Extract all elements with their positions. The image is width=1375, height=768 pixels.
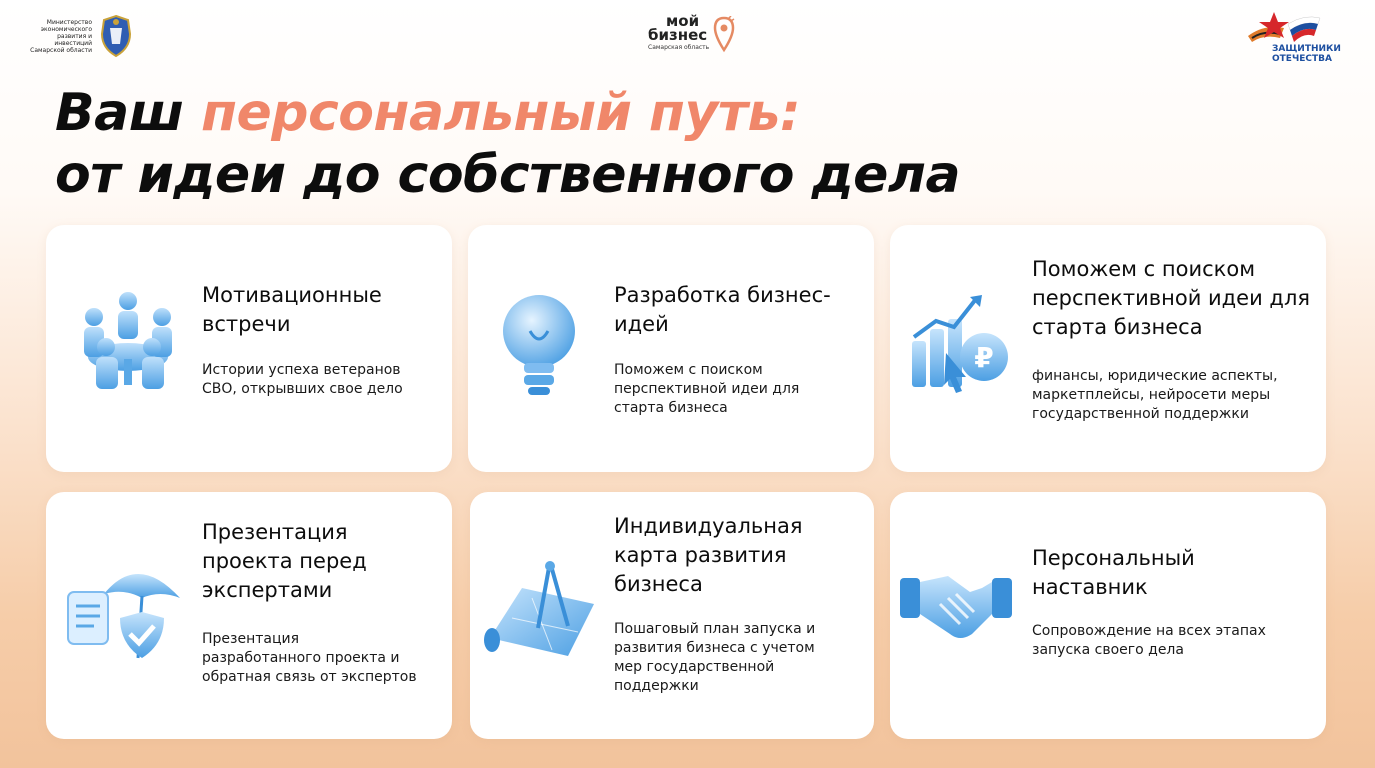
title-line-2: от идеи до собственного дела <box>55 145 961 205</box>
title-accent: персональный путь: <box>201 83 801 143</box>
blueprint-compass-icon <box>482 558 602 668</box>
lightbulb-icon <box>494 291 584 401</box>
card-description: Поможем с поиском перспективной идеи для старта бизнеса <box>614 362 800 416</box>
card-title: Мотивационные встречи <box>202 283 382 336</box>
growth-chart-icon <box>906 291 1016 401</box>
card-description: финансы, юридические аспекты, маркетплейсы, нейросети меры государственной поддержки <box>1032 368 1278 422</box>
moy-biznes-logo <box>648 14 735 56</box>
brand-line-1: мой <box>666 12 700 30</box>
card-expert-presentation <box>46 492 452 739</box>
svg-text:₽: ₽ <box>974 341 994 374</box>
card-title: Разработка бизнес-идей <box>614 283 831 336</box>
card-description: Пошаговый план запуска и развития бизнеса с учетом мер государственной поддержки <box>614 621 816 694</box>
location-pin-icon <box>713 16 735 56</box>
card-title: Презентация проекта перед экспертами <box>202 520 367 602</box>
defenders-line-2: ОТЕЧЕСТВА <box>1272 54 1332 64</box>
defenders-line-1: ЗАЩИТНИКИ <box>1272 44 1341 54</box>
handshake-icon <box>900 564 1012 654</box>
title-part-1: Ваш <box>55 83 202 143</box>
card-motivational-meetings <box>46 225 452 472</box>
ministry-logo <box>30 14 134 58</box>
coat-of-arms-icon <box>98 14 134 58</box>
card-idea-search <box>890 225 1326 472</box>
brand-region: Самарская область <box>648 44 710 51</box>
star-ribbon-icon <box>1244 10 1324 44</box>
card-development-map <box>470 492 874 739</box>
brand-line-2: бизнес <box>648 26 708 44</box>
card-description: Презентация разработанного проекта и обратная связь от экспертов <box>202 631 417 685</box>
umbrella-shield-icon <box>64 558 184 668</box>
card-personal-mentor <box>890 492 1326 739</box>
meeting-table-icon <box>68 287 188 397</box>
card-business-ideas <box>468 225 874 472</box>
card-title: Персональный наставник <box>1032 546 1195 599</box>
card-title: Поможем с поиском перспективной идеи для старта бизнеса <box>1032 257 1311 339</box>
card-description: Истории успеха ветеранов СВО, открывших свое дело <box>202 362 403 397</box>
defenders-logo <box>1244 10 1341 64</box>
card-title: Индивидуальная карта развития бизнеса <box>614 514 803 596</box>
page-title <box>55 82 960 206</box>
ministry-name: Министерство экономического развития и инвестиций Самарской области <box>30 18 92 54</box>
card-description: Сопровождение на всех этапах запуска своего дела <box>1032 623 1266 658</box>
